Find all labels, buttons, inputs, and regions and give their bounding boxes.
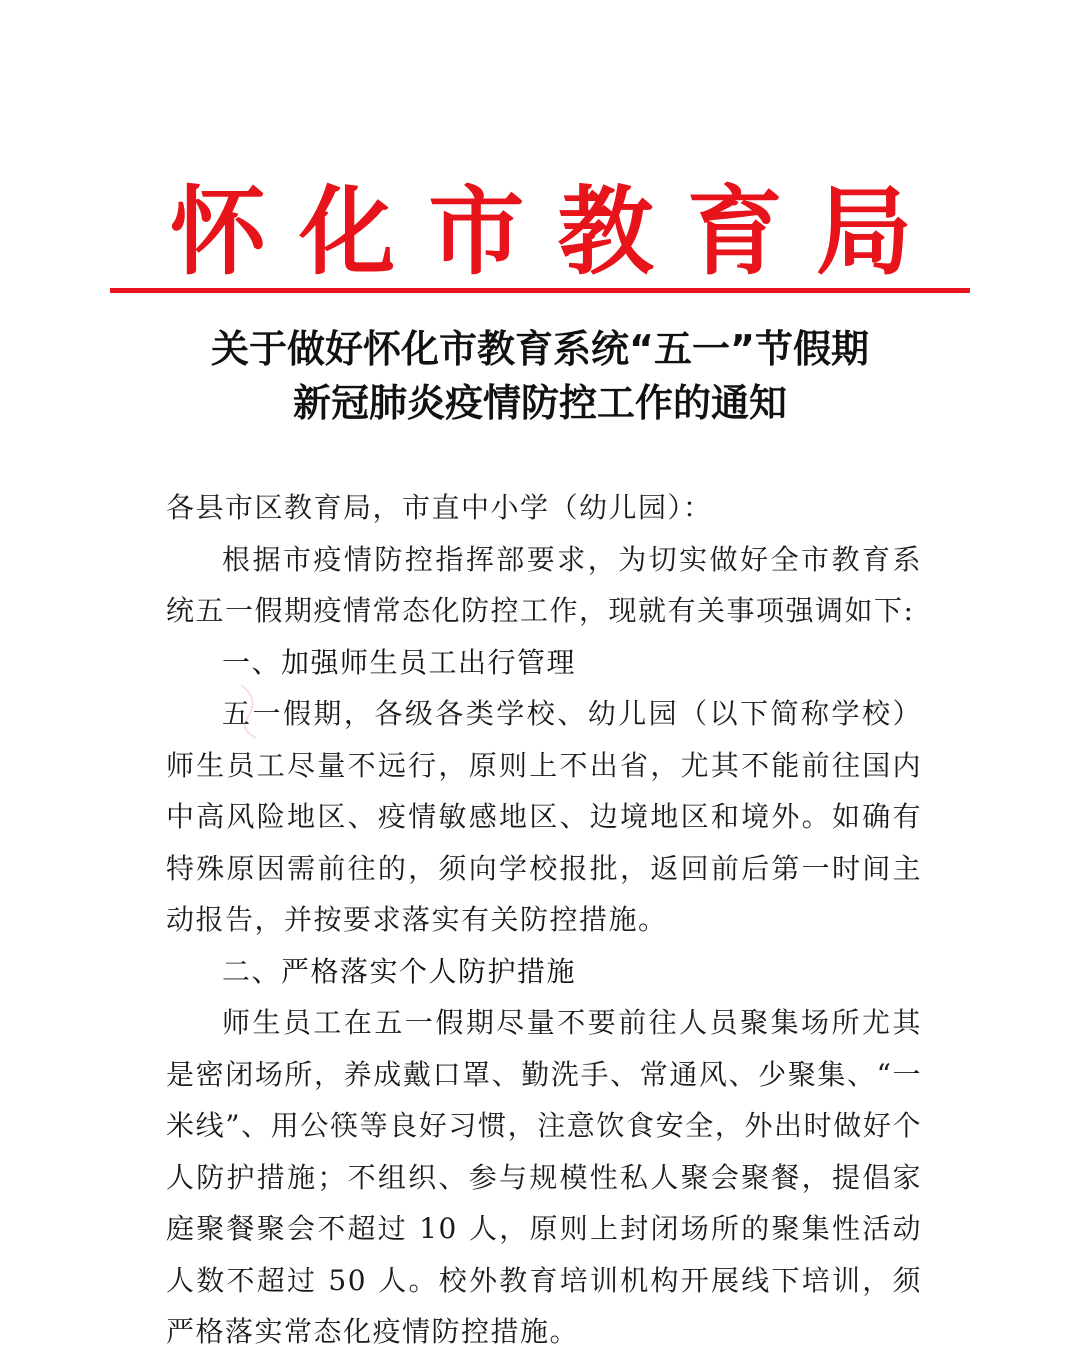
masthead-title: [110, 176, 970, 288]
notice-body: [166, 482, 922, 1358]
masthead-char: 化: [299, 176, 396, 288]
salutation: 各县市区教育局，市直中小学（幼儿园）：: [166, 491, 713, 524]
section-1-paragraph: 五一假期，各级各类学校、幼儿园（以下简称学校）师生员工尽量不远行，原则上不出省，尤其不能前往国内中高风险地区、疫情敏感地区、边境地区和境外。如确有特殊原因需前往的，须向学校报批，返回前后第一时间主动报告，并按要求落实有关防控措施。: [166, 697, 922, 936]
notice-title-line-2: 新冠肺炎疫情防控工作的通知: [292, 381, 787, 425]
masthead-char: 局: [815, 176, 912, 288]
notice-title: [110, 322, 970, 430]
section-2-paragraph: 师生员工在五一假期尽量不要前往人员聚集场所尤其是密闭场所，养成戴口罩、勤洗手、常通风、少聚集、“一米线”、用公筷等良好习惯，注意饮食安全，外出时做好个人防护措施；不组织、参与规模性私人聚会聚餐，提倡家庭聚餐聚会不超过 10 人，原则上封闭场所的聚集性活动人数不超过 50 人。校外教育培训机构开展线下培训，须严格落实常态化疫情防控措施。: [166, 1006, 922, 1348]
notice-title-line-1: 关于做好怀化市教育系统“五一”节假期: [211, 327, 869, 371]
masthead-char: 怀: [170, 176, 266, 288]
intro-paragraph: 根据市疫情防控指挥部要求，为切实做好全市教育系统五一假期疫情常态化防控工作，现就有关事项强调如下:: [166, 542, 922, 627]
section-heading-1: 一、加强师生员工出行管理: [222, 645, 577, 679]
masthead-char: 市: [428, 176, 525, 288]
masthead-char: 育: [686, 176, 783, 288]
section-heading-2: 二、严格落实个人防护措施: [222, 954, 577, 988]
red-divider-line: [110, 288, 970, 293]
masthead-char: 教: [557, 176, 654, 288]
